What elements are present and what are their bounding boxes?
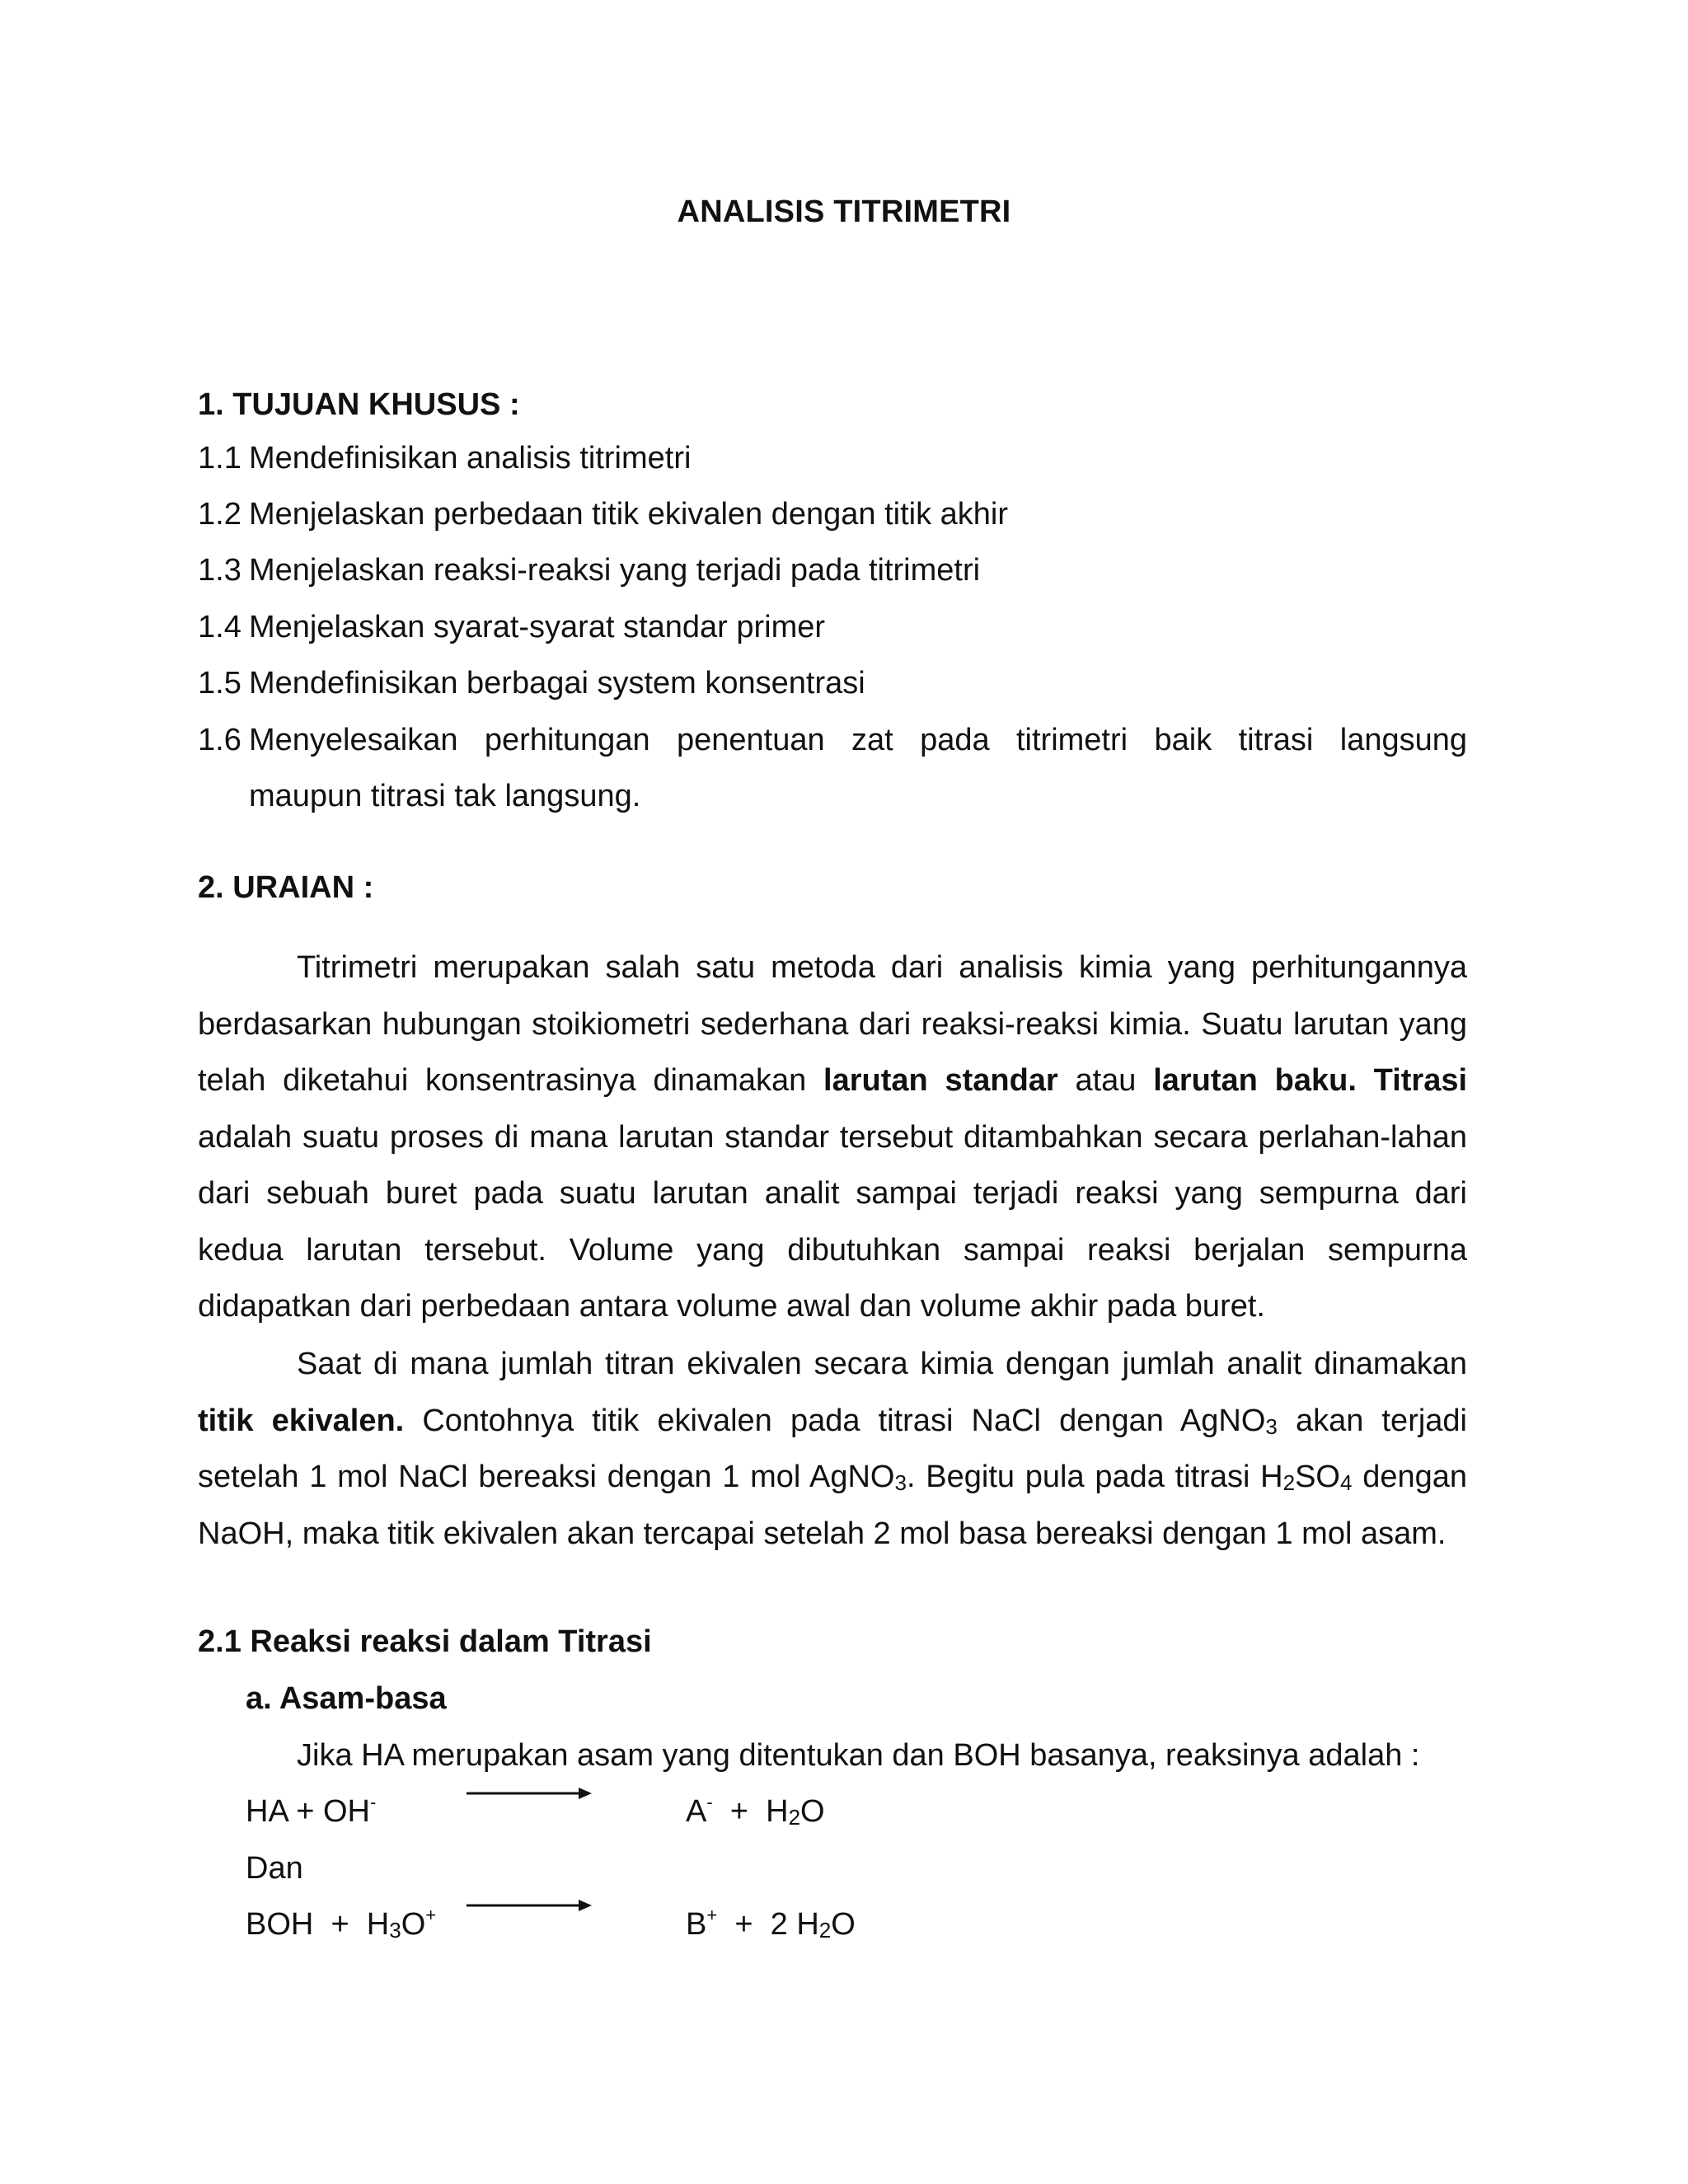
reaction-intro: Jika HA merupakan asam yang ditentukan dan BOH basanya, reaksinya adalah : [297,1738,1420,1773]
reaction-arrow-icon [467,1785,592,1802]
list-item-text: Menyelesaikan perhitungan penentuan zat pada titrimetri baik titrasi langsung [249,723,1467,757]
list-item-text: Mendefinisikan analisis titrimetri [249,441,692,476]
list-item-number: 1.2 [198,497,241,532]
list-item [198,599,1467,655]
formula-text: B [686,1907,707,1942]
paragraph-titik-ekivalen [198,1336,1467,1562]
section-heading-uraian: 2. URAIAN : [198,870,374,905]
list-item-number: 1.5 [198,666,241,701]
formula-text: O [401,1907,426,1942]
subscript: 4 [1339,1470,1353,1495]
paragraph-text: . Begitu pula pada titrasi H [906,1460,1283,1494]
formula-text: O [831,1907,856,1942]
paragraph-text: Saat di mana jumlah titran ekivalen secara kimia dengan jumlah analit dinamakan [297,1347,1467,1381]
formula-text: + H [712,1794,789,1829]
section-heading-reaksi: 2.1 Reaksi reaksi dalam Titrasi [198,1624,652,1659]
reaction-1-reactants [246,1793,376,1830]
subscript: 3 [389,1918,401,1943]
list-item-text: Menjelaskan perbedaan titik ekivalen dengan titik akhir [249,497,1008,532]
paragraph-titrimetri [198,940,1467,1335]
subscript: 3 [1265,1413,1278,1439]
page-title: ANALISIS TITRIMETRI [677,194,1011,229]
list-item-text: Menjelaskan reaksi-reaksi yang terjadi pada titrimetri [249,553,981,588]
subscript: 2 [818,1918,832,1943]
list-item [198,712,1467,824]
list-item-text-continuation: maupun titrasi tak langsung. [249,779,641,813]
subscript: 3 [894,1470,907,1495]
connector-text: Dan [246,1851,303,1886]
list-item-number: 1.4 [198,610,241,644]
bold-term: titik ekivalen. [198,1403,405,1438]
list-item [198,430,1467,486]
formula-text: HA + OH [246,1794,370,1829]
bold-term: larutan standar [823,1063,1058,1098]
list-item-text: Mendefinisikan berbagai system konsentrasi [249,666,865,701]
formula-text: + 2 H [717,1907,819,1942]
reaction-arrow-icon [467,1897,592,1914]
superscript: - [370,1792,377,1812]
subsection-heading-asam-basa: a. Asam-basa [246,1681,447,1716]
superscript: - [706,1792,713,1812]
paragraph-text: atau [1057,1063,1154,1098]
list-item-text: Menjelaskan syarat-syarat standar primer [249,610,826,644]
formula-text: O [800,1794,825,1829]
superscript: + [706,1905,718,1925]
subscript: 2 [788,1805,801,1830]
superscript: + [425,1905,437,1925]
paragraph-text: adalah suatu proses di mana larutan standar tersebut ditambahkan secara perlahan-lahan dari sebuah buret pada suatu larutan analit sampai terjadi reaksi yang sempurna dari kedua larutan tersebut. Volume yang dibutuhkan sampai reaksi berjalan sempurna didapatkan dari perbedaan antara volume awal dan volume akhir pada buret. [198,1119,1467,1324]
paragraph-text: Titrimetri merupakan salah satu metoda dari analisis kimia yang perhitungannya berdasarkan hubungan stoikiometri sederhana dari reaksi-reaksi kimia. Suatu larutan yang telah diketahui konsentrasinya dinamakan [198,950,1467,1098]
bold-term: Titrasi [1373,1063,1468,1098]
list-item [198,655,1467,711]
section-heading-tujuan-khusus: 1. TUJUAN KHUSUS : [198,387,520,422]
bold-term: larutan baku. [1153,1063,1357,1098]
list-item [198,486,1467,542]
paragraph-text: Contohnya titik ekivalen pada titrasi NaCl dengan AgNO [404,1403,1266,1438]
paragraph-text: akan terjadi setelah 1 mol NaCl bereaksi dengan 1 mol AgNO [198,1403,1467,1494]
reaction-2-reactants [246,1906,436,1943]
paragraph-text: SO [1295,1460,1340,1494]
reaction-1-products [686,1793,825,1830]
subscript: 2 [1282,1470,1296,1495]
reaction-2-products [686,1906,856,1943]
list-item [198,542,1467,598]
list-item-number: 1.1 [198,441,241,476]
formula-text: BOH + H [246,1907,390,1942]
paragraph-text: dengan NaOH, maka titik ekivalen akan tercapai setelah 2 mol basa bereaksi dengan 1 mol asam. [198,1460,1467,1551]
list-item-number: 1.6 [198,723,241,757]
list-item-number: 1.3 [198,553,241,588]
formula-text: A [686,1794,707,1829]
